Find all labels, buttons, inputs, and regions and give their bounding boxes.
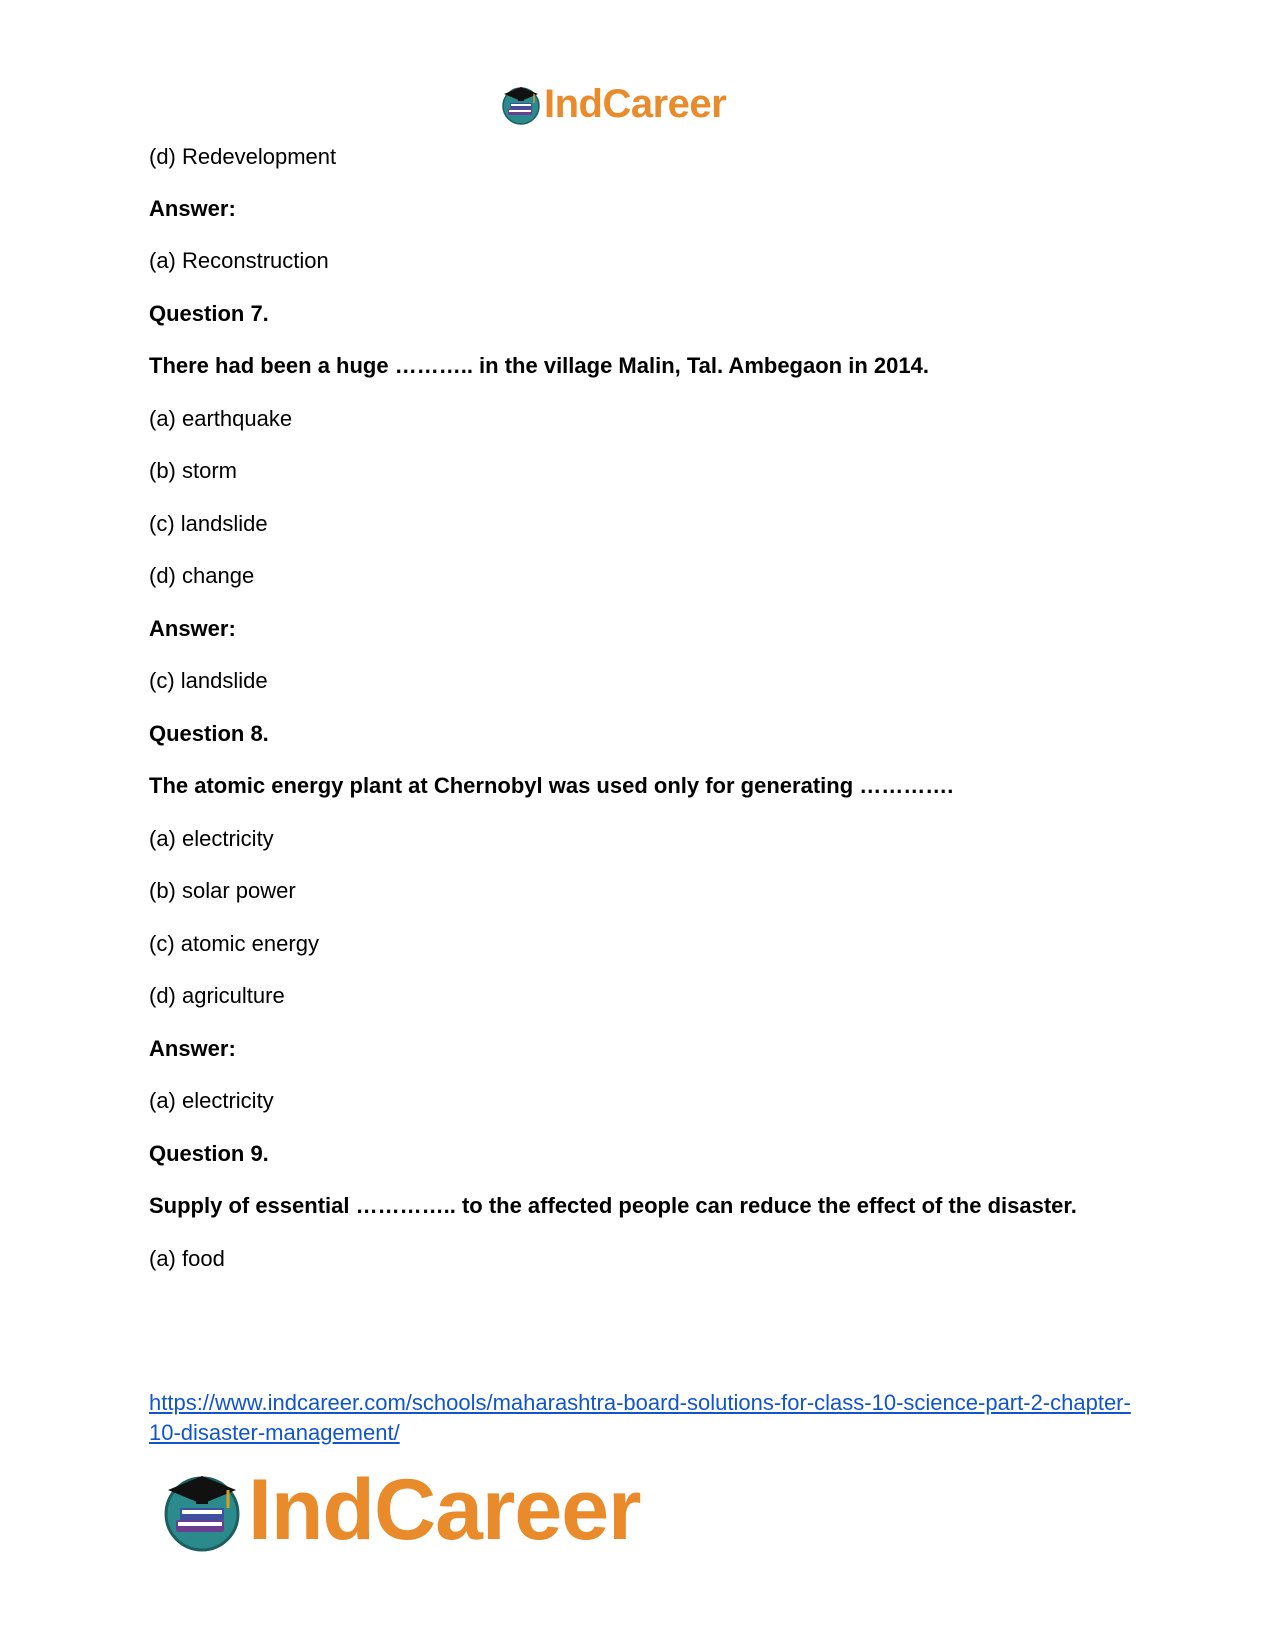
question-text: The atomic energy plant at Chernobyl was used only for generating …………. bbox=[149, 773, 954, 798]
option-line: (a) earthquake bbox=[149, 406, 293, 431]
question-heading: Question 8. bbox=[149, 721, 269, 746]
option-line: (a) electricity bbox=[149, 826, 274, 851]
graduation-book-icon bbox=[160, 1468, 244, 1552]
footer-logo bbox=[160, 1460, 700, 1560]
answer-text: (c) landslide bbox=[149, 668, 268, 693]
source-url-link[interactable]: https://www.indcareer.com/schools/maharashtra-board-solutions-for-class-10-science-part-2-chapter-10-disaster-management/ bbox=[149, 1390, 1131, 1445]
option-line: (a) food bbox=[149, 1246, 225, 1271]
answer-heading: Answer: bbox=[149, 616, 236, 641]
option-line: (c) landslide bbox=[149, 511, 268, 536]
option-line: (d) agriculture bbox=[149, 983, 285, 1008]
header-logo bbox=[500, 80, 775, 128]
option-line: (d) Redevelopment bbox=[149, 144, 337, 169]
question-heading: Question 7. bbox=[149, 301, 269, 326]
answer-text: (a) electricity bbox=[149, 1088, 274, 1113]
option-line: (b) storm bbox=[149, 458, 237, 483]
answer-heading: Answer: bbox=[149, 196, 236, 221]
answer-text: (a) Reconstruction bbox=[149, 248, 329, 273]
question-heading: Question 9. bbox=[149, 1141, 269, 1166]
option-line: (c) atomic energy bbox=[149, 931, 319, 956]
answer-heading: Answer: bbox=[149, 1036, 236, 1061]
footer-logo-text: IndCareer bbox=[248, 1461, 641, 1558]
graduation-book-icon bbox=[500, 83, 542, 125]
question-text: There had been a huge ……….. in the village Malin, Tal. Ambegaon in 2014. bbox=[149, 353, 929, 378]
header-logo-text: IndCareer bbox=[544, 81, 727, 126]
option-line: (b) solar power bbox=[149, 878, 296, 903]
option-line: (d) change bbox=[149, 563, 255, 588]
question-text: Supply of essential ………….. to the affected people can reduce the effect of the disaster. bbox=[149, 1193, 1077, 1218]
